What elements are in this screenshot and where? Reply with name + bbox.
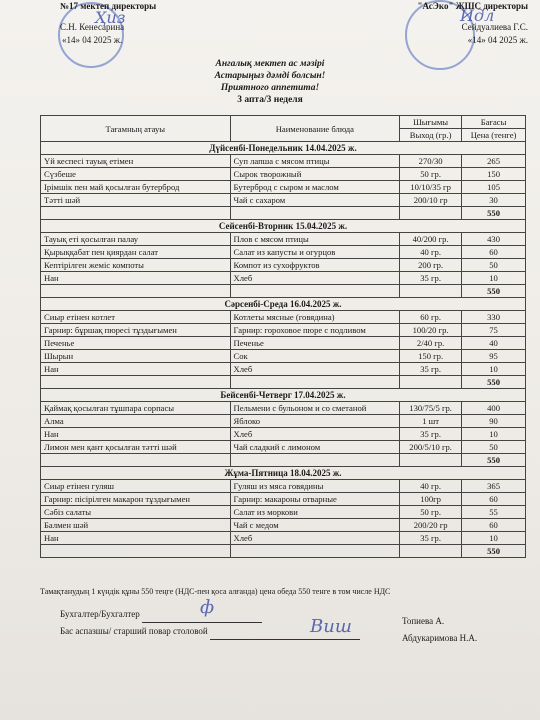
dish-name-ru: Котлеты мясные (говядина) — [230, 311, 400, 324]
menu-body — [41, 142, 526, 558]
dish-output: 40 гр. — [400, 246, 462, 259]
day-title: Бейсенбі-Четверг 17.04.2025 ж. — [41, 389, 526, 402]
menu-item-row — [41, 233, 526, 246]
cook-name: Абдукаримова Н.А. — [402, 633, 478, 643]
dish-price: 105 — [462, 181, 526, 194]
day-header-row — [41, 467, 526, 480]
dish-price: 50 — [462, 259, 526, 272]
approval-right — [418, 0, 528, 47]
title-line-wish-kz: Астарыңыз дәмді болсын! — [214, 71, 326, 81]
dish-name-kz: Сиыр етінен котлет — [41, 311, 231, 324]
dish-output: 35 гр. — [400, 428, 462, 441]
dish-output: 50 гр. — [400, 506, 462, 519]
empty-cell — [400, 545, 462, 558]
menu-item-row — [41, 246, 526, 259]
col-header-output-unit: Выход (гр.) — [400, 129, 462, 142]
dish-price: 10 — [462, 428, 526, 441]
day-total: 550 — [462, 285, 526, 298]
dish-name-ru: Сырок творожный — [230, 168, 400, 181]
menu-item-row — [41, 259, 526, 272]
empty-cell — [230, 207, 400, 220]
menu-item-row — [41, 155, 526, 168]
col-header-price-unit: Цена (тенге) — [462, 129, 526, 142]
title-line-wish-ru: Приятного аппетита! — [220, 83, 320, 93]
dish-name-kz: Үй кеспесі тауық етімен — [41, 155, 231, 168]
day-title: Жұма-Пятница 18.04.2025 ж. — [41, 467, 526, 480]
approval-left — [60, 0, 156, 47]
menu-item-row — [41, 480, 526, 493]
dish-name-kz: Қаймақ қосылған тұшпара сорпасы — [41, 402, 231, 415]
col-header-price: Бағасы — [462, 116, 526, 129]
empty-cell — [400, 207, 462, 220]
day-header-row — [41, 220, 526, 233]
dish-name-ru: Чай с медом — [230, 519, 400, 532]
day-total-row — [41, 207, 526, 220]
left-director-title: №17 мектеп директоры — [60, 1, 157, 11]
day-title: Сәрсенбі-Среда 16.04.2025 ж. — [41, 298, 526, 311]
dish-output: 35 гр. — [400, 532, 462, 545]
dish-name-kz: Нан — [41, 532, 231, 545]
dish-name-ru: Хлеб — [230, 363, 400, 376]
menu-title — [0, 58, 540, 106]
dish-price: 330 — [462, 311, 526, 324]
day-total-row — [41, 285, 526, 298]
day-total-row — [41, 545, 526, 558]
right-approval-date: «14» 04 2025 ж. — [467, 35, 528, 45]
empty-cell — [400, 376, 462, 389]
dish-name-ru: Салат из моркови — [230, 506, 400, 519]
dish-price: 10 — [462, 532, 526, 545]
signatory-names — [402, 613, 477, 647]
dish-name-ru: Чай с сахаром — [230, 194, 400, 207]
dish-price: 95 — [462, 350, 526, 363]
dish-price: 55 — [462, 506, 526, 519]
menu-item-row — [41, 311, 526, 324]
menu-item-row — [41, 337, 526, 350]
cook-signature: Виш — [310, 616, 352, 637]
dish-name-ru: Гарнир: макароны отварные — [230, 493, 400, 506]
dish-output: 2/40 гр. — [400, 337, 462, 350]
dish-output: 40 гр. — [400, 480, 462, 493]
dish-name-ru: Суп лапша с мясом птицы — [230, 155, 400, 168]
col-header-name-ru: Наименование блюда — [230, 116, 400, 142]
dish-name-kz: Нан — [41, 363, 231, 376]
title-line-kz: Ангалық мектеп ас мәзірі — [215, 59, 325, 69]
dish-name-kz: Нан — [41, 428, 231, 441]
menu-item-row — [41, 363, 526, 376]
day-header-row — [41, 389, 526, 402]
dish-name-kz: Қырыққабат пен қиярдан салат — [41, 246, 231, 259]
dish-price: 400 — [462, 402, 526, 415]
menu-item-row — [41, 194, 526, 207]
dish-name-ru: Хлеб — [230, 428, 400, 441]
menu-item-row — [41, 272, 526, 285]
menu-item-row — [41, 350, 526, 363]
right-director-title: "АсЭко" ЖШС директоры — [417, 1, 528, 11]
dish-output: 200/20 гр — [400, 519, 462, 532]
dish-name-kz: Сәбіз салаты — [41, 506, 231, 519]
empty-cell — [400, 285, 462, 298]
day-total-row — [41, 454, 526, 467]
empty-cell — [41, 207, 231, 220]
right-director-name: Сейдуалиева Г.С. — [461, 22, 528, 32]
cook-label: Бас аспазшы/ старший повар столовой — [60, 626, 208, 636]
dish-name-kz: Сүзбеше — [41, 168, 231, 181]
title-week: 3 апта/3 неделя — [237, 95, 303, 105]
dish-price: 50 — [462, 441, 526, 454]
empty-cell — [230, 376, 400, 389]
dish-price: 60 — [462, 493, 526, 506]
dish-name-kz: Сиыр етінен гуляш — [41, 480, 231, 493]
empty-cell — [230, 454, 400, 467]
dish-output: 60 гр. — [400, 311, 462, 324]
dish-price: 60 — [462, 246, 526, 259]
left-approval-date: «14» 04 2025 ж. — [62, 35, 123, 45]
day-header-row — [41, 298, 526, 311]
dish-name-ru: Яблоко — [230, 415, 400, 428]
dish-name-ru: Компот из сухофруктов — [230, 259, 400, 272]
dish-name-ru: Гуляш из мяса говядины — [230, 480, 400, 493]
day-title: Дүйсенбі-Понедельник 14.04.2025 ж. — [41, 142, 526, 155]
dish-output: 130/75/5 гр. — [400, 402, 462, 415]
menu-item-row — [41, 506, 526, 519]
director-signature-left: Ҳиз — [95, 8, 126, 27]
menu-item-row — [41, 415, 526, 428]
menu-item-row — [41, 519, 526, 532]
col-header-name-kz: Тағамның атауы — [41, 116, 231, 142]
empty-cell — [230, 285, 400, 298]
price-note: Тамақтанудың 1 күндік құны 550 теңге (НДС-пен қоса алғанда) цена обеда 550 тенге в том числе НДС — [40, 587, 391, 596]
dish-name-ru: Плов с мясом птицы — [230, 233, 400, 246]
dish-output: 200/5/10 гр. — [400, 441, 462, 454]
dish-output: 35 гр. — [400, 363, 462, 376]
dish-name-ru: Сок — [230, 350, 400, 363]
dish-name-ru: Салат из капусты и огурцов — [230, 246, 400, 259]
day-total-row — [41, 376, 526, 389]
menu-item-row — [41, 428, 526, 441]
dish-name-kz: Тауық еті қосылған палау — [41, 233, 231, 246]
empty-cell — [41, 454, 231, 467]
dish-price: 10 — [462, 272, 526, 285]
dish-price: 75 — [462, 324, 526, 337]
dish-price: 40 — [462, 337, 526, 350]
director-signature-right: Идл — [460, 6, 495, 25]
dish-price: 150 — [462, 168, 526, 181]
dish-output: 150 гр. — [400, 350, 462, 363]
dish-name-kz: Кептірілген жеміс компоты — [41, 259, 231, 272]
dish-output: 200/10 гр — [400, 194, 462, 207]
empty-cell — [230, 545, 400, 558]
dish-name-ru: Хлеб — [230, 532, 400, 545]
dish-name-kz: Балмен шәй — [41, 519, 231, 532]
dish-name-kz: Тәтті шәй — [41, 194, 231, 207]
dish-output: 270/30 — [400, 155, 462, 168]
dish-name-kz: Ірімшік пен май қосылған бутерброд — [41, 181, 231, 194]
dish-output: 35 гр. — [400, 272, 462, 285]
day-title: Сейсенбі-Вторник 15.04.2025 ж. — [41, 220, 526, 233]
col-header-output: Шығымы — [400, 116, 462, 129]
dish-name-ru: Печенье — [230, 337, 400, 350]
dish-price: 10 — [462, 363, 526, 376]
dish-output: 10/10/35 гр — [400, 181, 462, 194]
menu-item-row — [41, 532, 526, 545]
menu-table — [40, 115, 526, 558]
dish-name-ru: Бутерброд с сыром и маслом — [230, 181, 400, 194]
dish-name-kz: Гарнир: пісірілген макарон тұздығымен — [41, 493, 231, 506]
menu-item-row — [41, 441, 526, 454]
dish-output: 200 гр. — [400, 259, 462, 272]
menu-item-row — [41, 168, 526, 181]
accountant-name: Топиева А. — [402, 616, 445, 626]
menu-item-row — [41, 493, 526, 506]
menu-item-row — [41, 402, 526, 415]
dish-name-ru: Хлеб — [230, 272, 400, 285]
menu-item-row — [41, 324, 526, 337]
dish-name-kz: Нан — [41, 272, 231, 285]
empty-cell — [41, 545, 231, 558]
day-total: 550 — [462, 454, 526, 467]
dish-price: 90 — [462, 415, 526, 428]
empty-cell — [41, 285, 231, 298]
accountant-label: Бухгалтер/Бухгалтер — [60, 609, 140, 619]
dish-output: 40/200 гр. — [400, 233, 462, 246]
dish-name-kz: Алма — [41, 415, 231, 428]
empty-cell — [41, 376, 231, 389]
dish-name-ru: Гарнир: гороховое пюре с подливом — [230, 324, 400, 337]
dish-name-kz: Лимон мен қант қосылған тәтті шәй — [41, 441, 231, 454]
dish-name-ru: Пельмени с бульоном и со сметаной — [230, 402, 400, 415]
day-header-row — [41, 142, 526, 155]
dish-price: 365 — [462, 480, 526, 493]
dish-output: 50 гр. — [400, 168, 462, 181]
day-total: 550 — [462, 376, 526, 389]
left-director-name: С.Н. Кенесарина — [60, 22, 125, 32]
dish-name-kz: Печенье — [41, 337, 231, 350]
accountant-signature: ф — [200, 597, 215, 618]
dish-price: 60 — [462, 519, 526, 532]
dish-name-kz: Шырын — [41, 350, 231, 363]
dish-name-ru: Чай сладкий с лимоном — [230, 441, 400, 454]
empty-cell — [400, 454, 462, 467]
day-total: 550 — [462, 545, 526, 558]
dish-price: 30 — [462, 194, 526, 207]
dish-output: 1 шт — [400, 415, 462, 428]
dish-price: 430 — [462, 233, 526, 246]
day-total: 550 — [462, 207, 526, 220]
dish-name-kz: Гарнир: бұршақ пюресі тұздығымен — [41, 324, 231, 337]
dish-output: 100/20 гр. — [400, 324, 462, 337]
dish-output: 100гр — [400, 493, 462, 506]
menu-item-row — [41, 181, 526, 194]
dish-price: 265 — [462, 155, 526, 168]
